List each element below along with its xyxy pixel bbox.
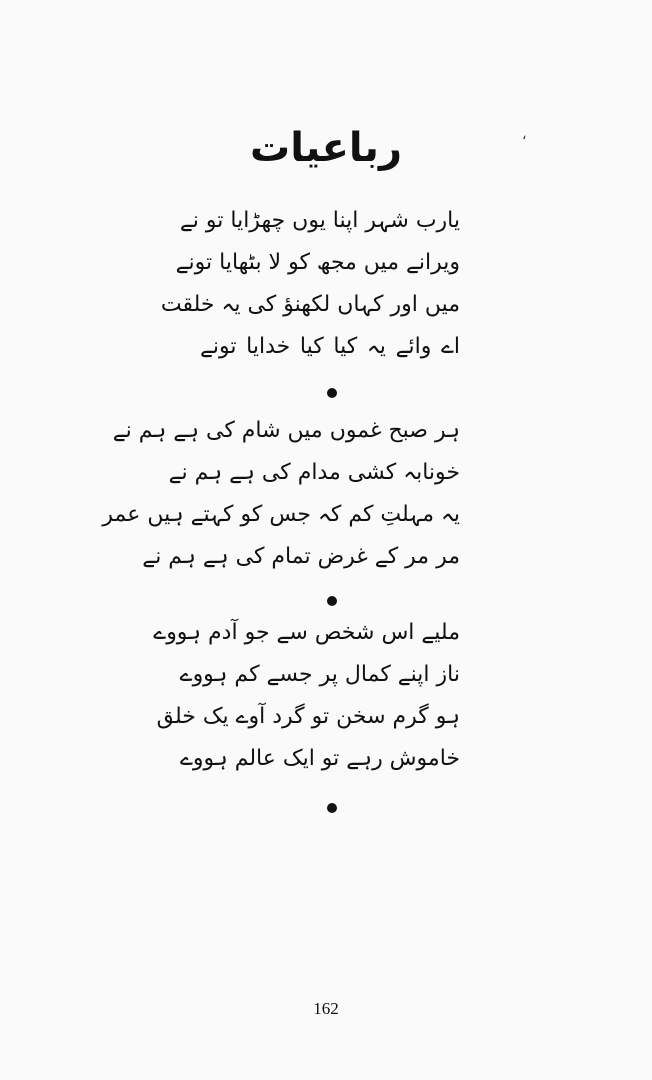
stanza-separator-dot bbox=[327, 803, 337, 813]
corner-mark: ، bbox=[522, 127, 527, 143]
quatrain-2 bbox=[102, 410, 460, 578]
verse-line: ملیے اس شخص سے جو آدم ہووے bbox=[153, 620, 460, 645]
verse-line: یہ مہلتِ کم کہ جس کو کہتے ہیں عمر bbox=[102, 502, 460, 527]
quatrain-3 bbox=[153, 612, 460, 780]
verse-line: خونابہ کشی مدام کی ہے ہم نے bbox=[168, 460, 460, 485]
page-number: 162 bbox=[313, 999, 339, 1018]
stanza-separator-dot bbox=[327, 388, 337, 398]
stanza-separator-dot bbox=[327, 596, 337, 606]
verse-line: میں اور کہاں لکھنؤ کی یہ خلقت bbox=[160, 292, 460, 317]
verse-line: یارب شہر اپنا یوں چھڑایا تو نے bbox=[179, 208, 460, 233]
page-title: رباعیات bbox=[250, 125, 402, 171]
verse-line: ویرانے میں مجھ کو لا بٹھایا تونے bbox=[175, 250, 460, 275]
quatrain-1 bbox=[160, 200, 460, 368]
verse-line: ہو گرم سخن تو گرد آوے یک خلق bbox=[156, 704, 460, 729]
verse-line: خاموش رہے تو ایک عالم ہووے bbox=[179, 746, 460, 771]
verse-line: ہر صبح غموں میں شام کی ہے ہم نے bbox=[112, 418, 460, 443]
verse-line: اے وائے یہ کیا کیا خدایا تونے bbox=[200, 334, 460, 359]
verse-line: مر مر کے غرض تمام کی ہے ہم نے bbox=[142, 544, 460, 569]
verse-line: ناز اپنے کمال پر جسے کم ہووے bbox=[179, 662, 460, 687]
